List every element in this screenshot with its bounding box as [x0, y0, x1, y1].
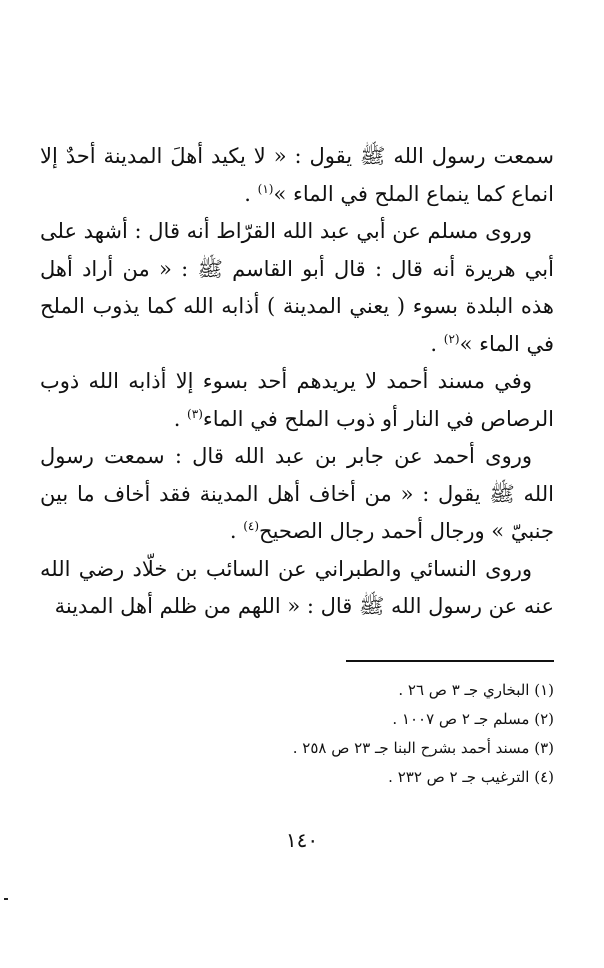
paragraph-text: سمعت رسول الله ﷺ يقول : « لا يكيد أهلَ المدينة أحدٌ إلا انماع كما ينماع الملح في الماء »	[40, 144, 554, 206]
paragraph-2	[40, 213, 554, 363]
footnote-marker: (١)	[257, 181, 274, 196]
footnote-divider	[346, 660, 554, 662]
paragraph-end: .	[244, 181, 258, 206]
footnote-marker: (٣)	[187, 406, 203, 421]
footnote-3: (٣) مسند أحمد بشرح البنا جـ ٢٣ ص ٢٥٨ .	[292, 739, 554, 757]
footnote-4: (٤) الترغيب جـ ٢ ص ٢٣٢ .	[388, 768, 554, 786]
page-number: ١٤٠	[285, 828, 319, 852]
footnote-1: (١) البخاري جـ ٣ ص ٢٦ .	[398, 681, 554, 699]
paragraph-5	[40, 551, 554, 626]
footnote-marker: (٤)	[243, 519, 260, 533]
paragraph-text: وروى مسلم عن أبي عبد الله القرّاط أنه قال : أشهد على أبي هريرة أنه قال : قال أبو القاسم ﷺ : « من أراد أهل هذه البلدة بسوء ( يعني المدينة ) أذابه الله كما يذوب الملح في الماء »	[40, 219, 554, 356]
paragraph-text: وروى النسائي والطبراني عن السائب بن خلّاد رضي الله عنه عن رسول الله ﷺ قال : « اللهم من ظلم أهل المدينة	[40, 556, 554, 618]
main-text	[40, 138, 554, 626]
paragraph-4	[40, 438, 554, 551]
scan-edge-mark	[4, 898, 8, 900]
footnote-2: (٢) مسلم جـ ٢ ص ١٠٠٧ .	[392, 710, 554, 728]
paragraph-end: .	[173, 406, 188, 431]
paragraph-text: وفي مسند أحمد لا يريدهم أحد بسوء إلا أذابه الله ذوب الرصاص في النار أو ذوب الملح في الماء	[40, 369, 554, 431]
paragraph-text: وروى أحمد عن جابر بن عبد الله قال : سمعت رسول الله ﷺ يقول : « من أخاف أهل المدينة فقد أخاف ما بين جنبيّ » ورجال أحمد رجال الصحيح	[40, 444, 554, 543]
paragraph-end: .	[430, 331, 444, 356]
paragraph-end: .	[229, 519, 244, 543]
paragraph-1	[40, 138, 554, 213]
paragraph-3	[40, 363, 554, 438]
footnote-marker: (٢)	[443, 331, 460, 346]
footnotes	[200, 676, 554, 792]
